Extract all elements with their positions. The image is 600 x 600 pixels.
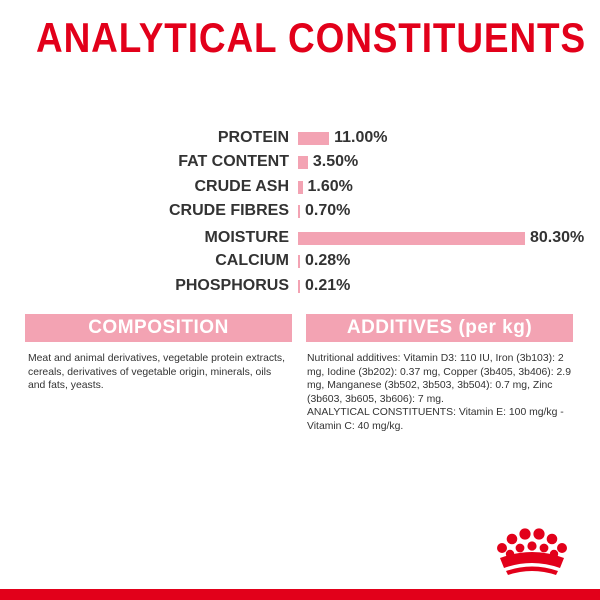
additives-analytical-text: ANALYTICAL CONSTITUENTS: Vitamin E: 100 mg/kg - Vitamin C: 40 mg/kg. (307, 407, 564, 432)
bar-label-calcium: CALCIUM (215, 252, 289, 269)
royal-canin-crown-logo-icon (494, 528, 570, 578)
composition-heading: COMPOSITION (25, 314, 292, 342)
bar-value-crude-ash: 1.60% (307, 178, 353, 195)
bar-label-protein: PROTEIN (217, 129, 289, 146)
bar-value-protein: 11.00% (334, 129, 388, 146)
bar-value-phosphorus: 0.21% (305, 277, 351, 294)
bar-crude-ash (298, 181, 303, 194)
bar-value-moisture: 80.30% (530, 229, 585, 246)
bar-fat-content (298, 156, 308, 169)
bar-label-phosphorus: PHOSPHORUS (175, 277, 289, 294)
page-title: ANALYTICAL CONSTITUENTS (36, 14, 587, 61)
bar-phosphorus (298, 280, 300, 293)
additives-heading: ADDITIVES (per kg) (306, 314, 573, 342)
footer-red-bar (0, 589, 600, 600)
additives-text: Nutritional additives: Vitamin D3: 110 IU, Iron (3b103): 2 mg, Iodine (3b202): 0.37 mg, Copper (3b405, 3b406): 2.9 mg, Manganese (3b502, 3b503, 3b504): 0.7 mg, Zinc (3b603, 3b605, 3b606): 7 mg. (307, 353, 571, 405)
bar-value-calcium: 0.28% (305, 252, 351, 269)
bar-label-crude-fibres: CRUDE FIBRES (168, 202, 289, 219)
bar-label-crude-ash: CRUDE ASH (194, 178, 289, 195)
bar-label-moisture: MOISTURE (204, 229, 289, 246)
bar-label-fat-content: FAT CONTENT (178, 153, 289, 170)
composition-text-block (28, 352, 290, 393)
bar-crude-fibres (298, 205, 300, 218)
additives-text-block (307, 352, 573, 433)
bar-protein (298, 132, 329, 145)
bar-value-crude-fibres: 0.70% (305, 202, 351, 219)
bar-value-fat-content: 3.50% (312, 153, 359, 170)
bar-calcium (298, 255, 300, 268)
bar-moisture (298, 232, 525, 245)
composition-text: Meat and animal derivatives, vegetable protein extracts, cereals, derivatives of vegetable origin, minerals, oils and fats, yeasts. (28, 353, 286, 391)
